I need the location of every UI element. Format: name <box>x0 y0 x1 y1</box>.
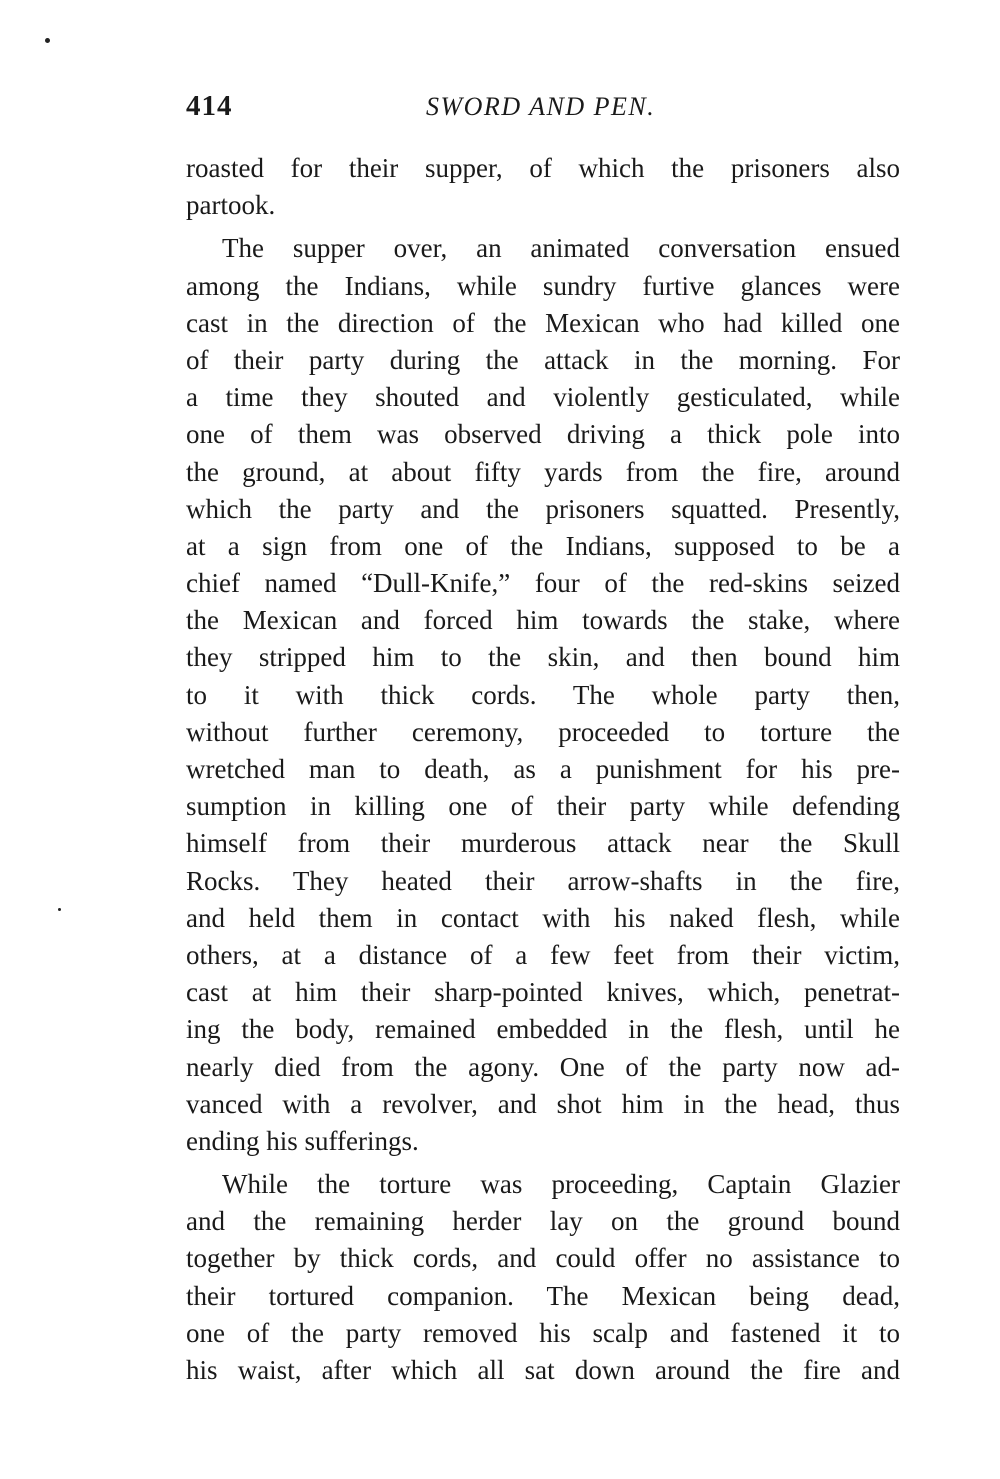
text-line: they stripped him to the skin, and then bound him <box>186 642 900 673</box>
text-line: and held them in contact with his naked flesh, while <box>186 902 900 933</box>
text-line: roasted for their supper, of which the prisoners also <box>186 153 900 183</box>
text-line: ing the body, remained embedded in the flesh, until he <box>186 1014 900 1045</box>
text-line: Rocks. They heated their arrow-shafts in the fire, <box>186 865 900 896</box>
text-line: and the remaining herder lay on the ground bound <box>186 1206 900 1237</box>
text-line: ending his sufferings. <box>186 1125 419 1156</box>
text-line: cast at him their sharp-pointed knives, which, penetrat- <box>186 977 900 1008</box>
text-line: among the Indians, while sundry furtive glances were <box>186 270 900 301</box>
text-line: himself from their murderous attack near the Skull <box>186 828 900 859</box>
paragraph <box>186 1166 900 1389</box>
paragraph <box>186 150 900 224</box>
text-line: to it with thick cords. The whole party then, <box>186 679 900 710</box>
text-line: chief named “Dull-Knife,” four of the red-skins seized <box>186 568 900 599</box>
text-line: the ground, at about fifty yards from the fire, around <box>186 456 900 487</box>
text-line: The supper over, an animated conversation ensued <box>222 233 900 264</box>
text-line: which the party and the prisoners squatted. Presently, <box>186 493 900 524</box>
scan-speck <box>45 38 50 43</box>
text-line: of their party during the attack in the morning. For <box>186 344 900 375</box>
text-line: their tortured companion. The Mexican being dead, <box>186 1280 900 1311</box>
text-line: one of the party removed his scalp and fastened it to <box>186 1317 900 1348</box>
text-line: his waist, after which all sat down around the fire and <box>186 1355 900 1385</box>
paragraph <box>186 230 900 1160</box>
text-line: While the torture was proceeding, Captain Glazier <box>222 1169 900 1200</box>
page-header <box>186 90 900 134</box>
text-line: together by thick cords, and could offer no assistance to <box>186 1243 900 1274</box>
running-head: SWORD AND PEN. <box>426 92 656 121</box>
page-number: 414 <box>186 90 233 122</box>
text-line: a time they shouted and violently gesticulated, while <box>186 382 900 413</box>
text-line: cast in the direction of the Mexican who had killed one <box>186 307 900 338</box>
text-line: partook. <box>186 190 276 221</box>
text-line: at a sign from one of the Indians, supposed to be a <box>186 530 900 561</box>
text-line: the Mexican and forced him towards the stake, where <box>186 605 900 636</box>
text-line: wretched man to death, as a punishment for his pre- <box>186 754 900 784</box>
scan-speck <box>58 908 61 911</box>
text-line: vanced with a revolver, and shot him in the head, thus <box>186 1088 900 1119</box>
text-line: one of them was observed driving a thick pole into <box>186 419 900 450</box>
text-line: without further ceremony, proceeded to torture the <box>186 716 900 747</box>
text-line: others, at a distance of a few feet from their victim, <box>186 939 900 970</box>
text-line: sumption in killing one of their party while defending <box>186 791 900 822</box>
text-line: nearly died from the agony. One of the party now ad- <box>186 1051 900 1082</box>
page-body <box>186 150 900 1389</box>
